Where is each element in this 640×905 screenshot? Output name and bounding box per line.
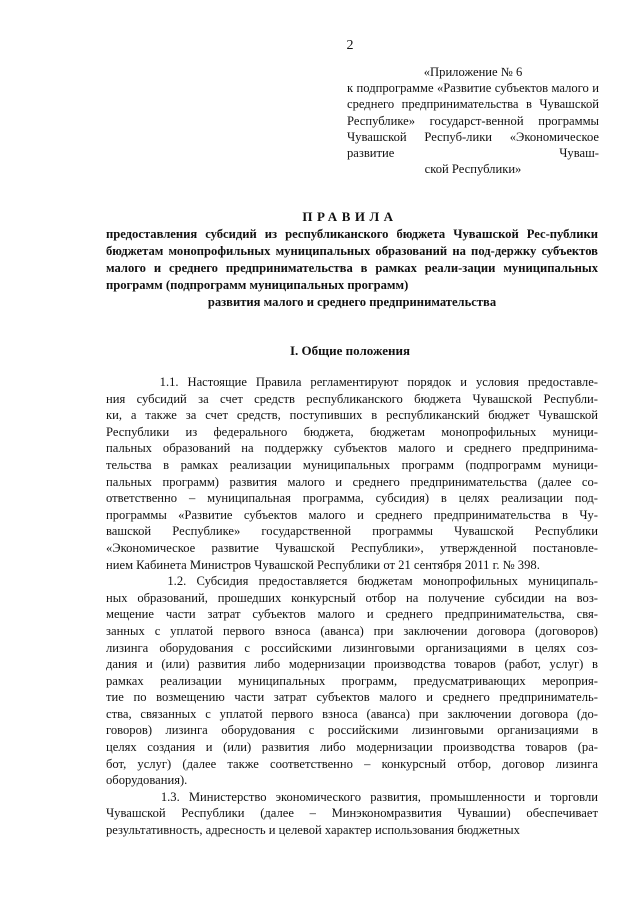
body-line: вашской Республике» государственной программы Чувашской Республики bbox=[106, 524, 598, 539]
subtitle-last-line: развития малого и среднего предпринимательства bbox=[207, 295, 497, 309]
appendix-first-line: «Приложение № 6 bbox=[423, 65, 523, 79]
body-line: результативность, адресность и целевой характер использования бюджетных bbox=[106, 823, 520, 838]
subtitle-body: предоставления субсидий из республиканского бюджета Чувашской Рес-публики бюджетам монопрофильных муниципальных образований на под-держку субъектов малого и среднего предпринимательства в рамках реали-зации муниципальных программ (подпрограмм муниципальных программ) bbox=[106, 227, 598, 292]
appendix-last-line: ской Республики» bbox=[424, 162, 522, 177]
body-line: «Экономическое развитие Чувашской Республики», утвержденной постановле- bbox=[106, 540, 598, 555]
body-line: бот, услуг) (далее также соответственно – конкурсный отбор, договор лизинга bbox=[106, 756, 598, 771]
body-line: лизинга оборудования с российскими лизинговыми организациями в целях соз- bbox=[106, 640, 598, 655]
body-line: Чувашской Республики (далее – Минэкономразвития Чувашии) обеспечивает bbox=[106, 806, 598, 821]
body-line: тельства в рамках реализации муниципальных программ (подпрограмм муници- bbox=[106, 457, 598, 472]
body-line: ных образований, прошедших конкурсный отбор на получение субсидии на воз- bbox=[106, 590, 598, 605]
body-line: 1.3. Министерство экономического развития, промышленности и торговли bbox=[106, 789, 598, 804]
body-line: 1.1. Настоящие Правила регламентируют порядок и условия предоставле- bbox=[106, 375, 598, 389]
body-text bbox=[106, 374, 598, 839]
body-line: говоров) лизинга оборудования с российскими лизинговыми организациями в bbox=[106, 723, 598, 738]
body-line: ки, а также за счет средств, поступивших в республиканский бюджет Чувашской bbox=[106, 408, 598, 423]
body-line: тие по возмещению части затрат субъектов малого и среднего предприниматель- bbox=[106, 690, 598, 705]
body-line: дания и (или) развития либо модернизации производства товаров (работ, услуг) в bbox=[106, 657, 598, 672]
body-line: Республики из федерального бюджета, бюджетам монопрофильных муници- bbox=[106, 424, 598, 439]
body-line: оборудования). bbox=[106, 773, 188, 788]
body-line: нием Кабинета Министров Чувашской Республики от 21 сентября 2011 г. № 398. bbox=[106, 557, 540, 572]
body-line: ства, связанных с уплатой первого взноса (аванса) при заключении договора (до- bbox=[106, 706, 598, 721]
page-number: 2 bbox=[346, 38, 354, 53]
body-line: 1.2. Субсидия предоставляется бюджетам монопрофильных муниципаль- bbox=[106, 574, 598, 589]
body-line: ответственно – муниципальная программа, субсидия) в целях реализации под- bbox=[106, 491, 598, 506]
document-title: ПРАВИЛА bbox=[302, 209, 398, 224]
body-line: рамках реализации муниципальных программ, предусматривающих мероприя- bbox=[106, 673, 598, 688]
body-line: пальных программ) развития малого и среднего предпринимательства (далее со- bbox=[106, 474, 598, 489]
body-line: занных с уплатой первого взноса (аванса) при заключении договора (договоров) bbox=[106, 623, 598, 638]
body-line: мещение части затрат субъектов малого и среднего предпринимательства, свя- bbox=[106, 607, 598, 622]
appendix-reference bbox=[347, 64, 599, 177]
body-line: программы «Развитие субъектов малого и среднего предпринимательства в Чу- bbox=[106, 507, 598, 522]
appendix-body: к подпрограмме «Развитие субъектов малого и среднего предпринимательства в Чувашской Республике» государст-венной программы Чувашской Респуб-лики «Экономическое развитие Чуваш- bbox=[347, 81, 599, 161]
document-subtitle bbox=[106, 226, 598, 311]
body-line: целях создания и (или) развития либо модернизации производства товаров (ра- bbox=[106, 740, 598, 755]
body-line: пальных образований на поддержку субъектов малого и среднего предпринима- bbox=[106, 441, 598, 456]
section-heading: I. Общие положения bbox=[290, 343, 410, 358]
body-line: ния субсидий за счет средств республиканского бюджета Чувашской Республи- bbox=[106, 391, 598, 406]
